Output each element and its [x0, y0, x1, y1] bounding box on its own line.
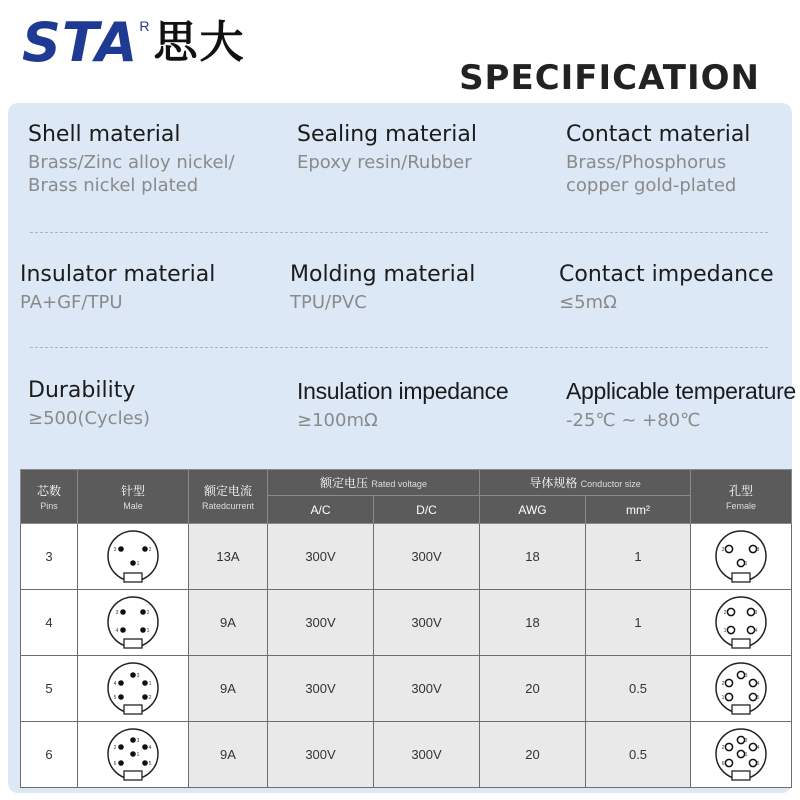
connector-key	[732, 639, 750, 648]
prop-value: -25℃ ~ +80℃	[566, 410, 701, 431]
socket-hole	[737, 559, 744, 566]
pin-number-label: 3	[744, 672, 748, 679]
cell-voltage-ac: 300V	[268, 590, 374, 656]
cell-male-diagram	[78, 524, 189, 590]
pin-number-label: 3	[136, 737, 140, 744]
cell-current: 9A	[189, 590, 268, 656]
pin-dot	[118, 694, 124, 700]
pin-dot	[142, 546, 148, 552]
pin-dot	[120, 609, 126, 615]
prop-value: PA+GF/TPU	[20, 292, 123, 313]
prop-label: Insulator material	[20, 262, 216, 287]
connector-key	[732, 573, 750, 582]
socket-hole	[725, 743, 732, 750]
female-connector-icon	[713, 595, 769, 651]
pin-number-label: 2	[146, 609, 150, 616]
cell-female-diagram	[691, 590, 792, 656]
socket-hole	[747, 608, 754, 615]
pin-number-label: 6	[721, 760, 725, 767]
header-pins	[21, 470, 78, 524]
socket-hole	[749, 679, 756, 686]
prop-sealing-material	[297, 122, 477, 174]
male-connector-icon	[105, 661, 161, 717]
cell-voltage-dc: 300V	[374, 656, 480, 722]
cell-voltage-ac: 300V	[268, 656, 374, 722]
pin-dot	[118, 744, 124, 750]
cell-voltage-ac: 300V	[268, 722, 374, 788]
header-subtext: Female	[726, 501, 757, 511]
cell-awg: 18	[480, 524, 586, 590]
cell-current: 9A	[189, 656, 268, 722]
prop-molding-material	[290, 262, 475, 314]
cell-pins: 3	[21, 524, 78, 590]
prop-label: Applicable temperature	[566, 378, 796, 404]
pin-number-label: 2	[721, 680, 725, 687]
cell-female-diagram	[691, 722, 792, 788]
header-ac: A/C	[268, 496, 374, 524]
prop-contact-impedance	[559, 262, 774, 314]
prop-label: Durability	[28, 378, 136, 403]
pin-number-label: 1	[148, 680, 152, 687]
pin-number-label: 1	[721, 694, 725, 701]
socket-hole	[737, 736, 744, 743]
cell-mm2: 0.5	[586, 656, 691, 722]
table-row	[21, 590, 792, 656]
cell-voltage-dc: 300V	[374, 524, 480, 590]
header-awg: AWG	[480, 496, 586, 524]
socket-hole	[749, 743, 756, 750]
header-female	[691, 470, 792, 524]
pin-dot	[142, 760, 148, 766]
cell-current: 13A	[189, 524, 268, 590]
pin-number-label: 3	[136, 672, 140, 679]
connector-key	[732, 771, 750, 780]
spec-table	[20, 469, 792, 788]
female-connector-icon	[713, 661, 769, 717]
connector-key	[124, 771, 142, 780]
cell-mm2: 1	[586, 590, 691, 656]
prop-value: Brass/Phosphorus	[566, 152, 727, 173]
prop-value: Brass/Zinc alloy nickel/	[28, 152, 235, 173]
pin-number-label: 3	[115, 609, 119, 616]
pin-number-label: 1	[136, 560, 140, 567]
header-dc: D/C	[374, 496, 480, 524]
cell-awg: 18	[480, 590, 586, 656]
logo-chinese-text: 思大	[153, 17, 246, 68]
prop-shell-material	[28, 122, 235, 197]
socket-hole	[749, 759, 756, 766]
cell-mm2: 0.5	[586, 722, 691, 788]
cell-pins: 4	[21, 590, 78, 656]
pin-number-label: 2	[721, 744, 725, 751]
pin-number-label: 4	[115, 627, 119, 634]
cell-awg: 20	[480, 722, 586, 788]
socket-hole	[725, 679, 732, 686]
brand-logo	[22, 11, 246, 76]
header-text: 导体规格	[529, 476, 578, 490]
pin-dot	[130, 560, 136, 566]
pin-number-label: 3	[113, 546, 117, 553]
pin-number-label: 5	[148, 760, 152, 767]
socket-hole	[747, 626, 754, 633]
prop-value: ≥100mΩ	[297, 410, 378, 431]
header-mm2: mm²	[586, 496, 691, 524]
connector-key	[124, 705, 142, 714]
header-text: 针型	[120, 484, 145, 498]
pin-dot	[130, 672, 136, 678]
male-connector-icon	[105, 529, 161, 585]
header-subtext: Pins	[40, 501, 58, 511]
header-rated-current	[189, 470, 268, 524]
socket-hole	[749, 545, 756, 552]
cell-male-diagram	[78, 590, 189, 656]
pin-number-label: 2	[721, 546, 725, 553]
cell-pins: 5	[21, 656, 78, 722]
pin-dot	[142, 744, 148, 750]
cell-male-diagram	[78, 656, 189, 722]
connector-key	[124, 573, 142, 582]
header-rated-voltage	[268, 470, 480, 496]
socket-hole	[737, 750, 744, 757]
header-subtext: Rated voltage	[371, 479, 427, 489]
prop-value: copper gold-plated	[566, 175, 737, 196]
pin-number-label: 2	[148, 694, 152, 701]
prop-contact-material	[566, 122, 750, 197]
connector-key	[124, 639, 142, 648]
pin-number-label: 1	[136, 751, 140, 758]
prop-applicable-temperature	[566, 378, 796, 432]
pin-number-label: 5	[756, 694, 760, 701]
socket-hole	[737, 671, 744, 678]
male-connector-icon	[105, 595, 161, 651]
prop-insulator-material	[20, 262, 215, 314]
header-subtext: Male	[123, 501, 143, 511]
header-subtext: Ratedcurrent	[201, 501, 255, 511]
prop-value: Brass nickel plated	[28, 175, 199, 196]
pin-number-label: 1	[744, 560, 748, 567]
registered-mark: R	[139, 18, 150, 34]
cell-current: 9A	[189, 722, 268, 788]
pin-dot	[142, 694, 148, 700]
header-subtext: Conductor size	[580, 479, 641, 489]
connector-key	[732, 705, 750, 714]
pin-dot	[118, 760, 124, 766]
pin-dot	[130, 751, 136, 757]
prop-label: Insulation impedance	[297, 378, 509, 404]
socket-hole	[749, 693, 756, 700]
prop-value: ≥500(Cycles)	[28, 408, 151, 429]
socket-hole	[725, 545, 732, 552]
prop-label: Molding material	[290, 262, 476, 287]
pin-number-label: 2	[723, 609, 727, 616]
cell-male-diagram	[78, 722, 189, 788]
header-conductor-size	[480, 470, 691, 496]
pin-number-label: 3	[756, 546, 760, 553]
socket-hole	[725, 693, 732, 700]
pin-number-label: 4	[756, 680, 760, 687]
socket-hole	[725, 759, 732, 766]
prop-insulation-impedance	[297, 378, 508, 432]
prop-value: ≤5mΩ	[559, 292, 617, 313]
prop-label: Contact impedance	[559, 262, 774, 287]
pin-number-label: 2	[148, 546, 152, 553]
pin-number-label: 4	[113, 680, 117, 687]
pin-number-label: 6	[113, 760, 117, 767]
pin-number-label: 1	[723, 627, 727, 634]
cell-awg: 20	[480, 656, 586, 722]
pin-number-label: 4	[148, 744, 152, 751]
prop-value: Epoxy resin/Rubber	[297, 152, 472, 173]
cell-voltage-dc: 300V	[374, 590, 480, 656]
pin-dot	[140, 609, 146, 615]
table-row	[21, 524, 792, 590]
socket-hole	[727, 626, 734, 633]
male-connector-icon	[105, 727, 161, 783]
page-title: SPECIFICATION	[459, 58, 760, 98]
pin-number-label: 5	[113, 694, 117, 701]
pin-number-label: 4	[756, 744, 760, 751]
table-row	[21, 656, 792, 722]
cell-female-diagram	[691, 656, 792, 722]
cell-voltage-ac: 300V	[268, 524, 374, 590]
cell-mm2: 1	[586, 524, 691, 590]
female-connector-icon	[713, 529, 769, 585]
pin-dot	[142, 680, 148, 686]
prop-label: Shell material	[28, 122, 181, 147]
pin-dot	[140, 627, 146, 633]
pin-dot	[130, 737, 136, 743]
header-text: 芯数	[36, 484, 61, 498]
pin-dot	[118, 680, 124, 686]
logo-sta-text: STA	[22, 11, 139, 74]
pin-number-label: 3	[744, 737, 748, 744]
divider	[30, 347, 768, 348]
pin-number-label: 5	[756, 760, 760, 767]
header-text: 额定电流	[203, 484, 252, 498]
pin-number-label: 1	[744, 751, 748, 758]
cell-pins: 6	[21, 722, 78, 788]
prop-durability	[28, 378, 150, 430]
socket-hole	[727, 608, 734, 615]
female-connector-icon	[713, 727, 769, 783]
pin-number-label: 4	[754, 627, 758, 634]
header-text: 额定电压	[320, 476, 369, 490]
cell-voltage-dc: 300V	[374, 722, 480, 788]
cell-female-diagram	[691, 524, 792, 590]
header-text: 孔型	[729, 484, 754, 498]
pin-number-label: 1	[146, 627, 150, 634]
prop-value: TPU/PVC	[290, 292, 367, 313]
prop-label: Sealing material	[297, 122, 477, 147]
pin-number-label: 2	[113, 744, 117, 751]
pin-dot	[120, 627, 126, 633]
divider	[30, 232, 768, 233]
prop-label: Contact material	[566, 122, 751, 147]
pin-dot	[118, 546, 124, 552]
pin-number-label: 3	[754, 609, 758, 616]
header-male	[78, 470, 189, 524]
table-row	[21, 722, 792, 788]
